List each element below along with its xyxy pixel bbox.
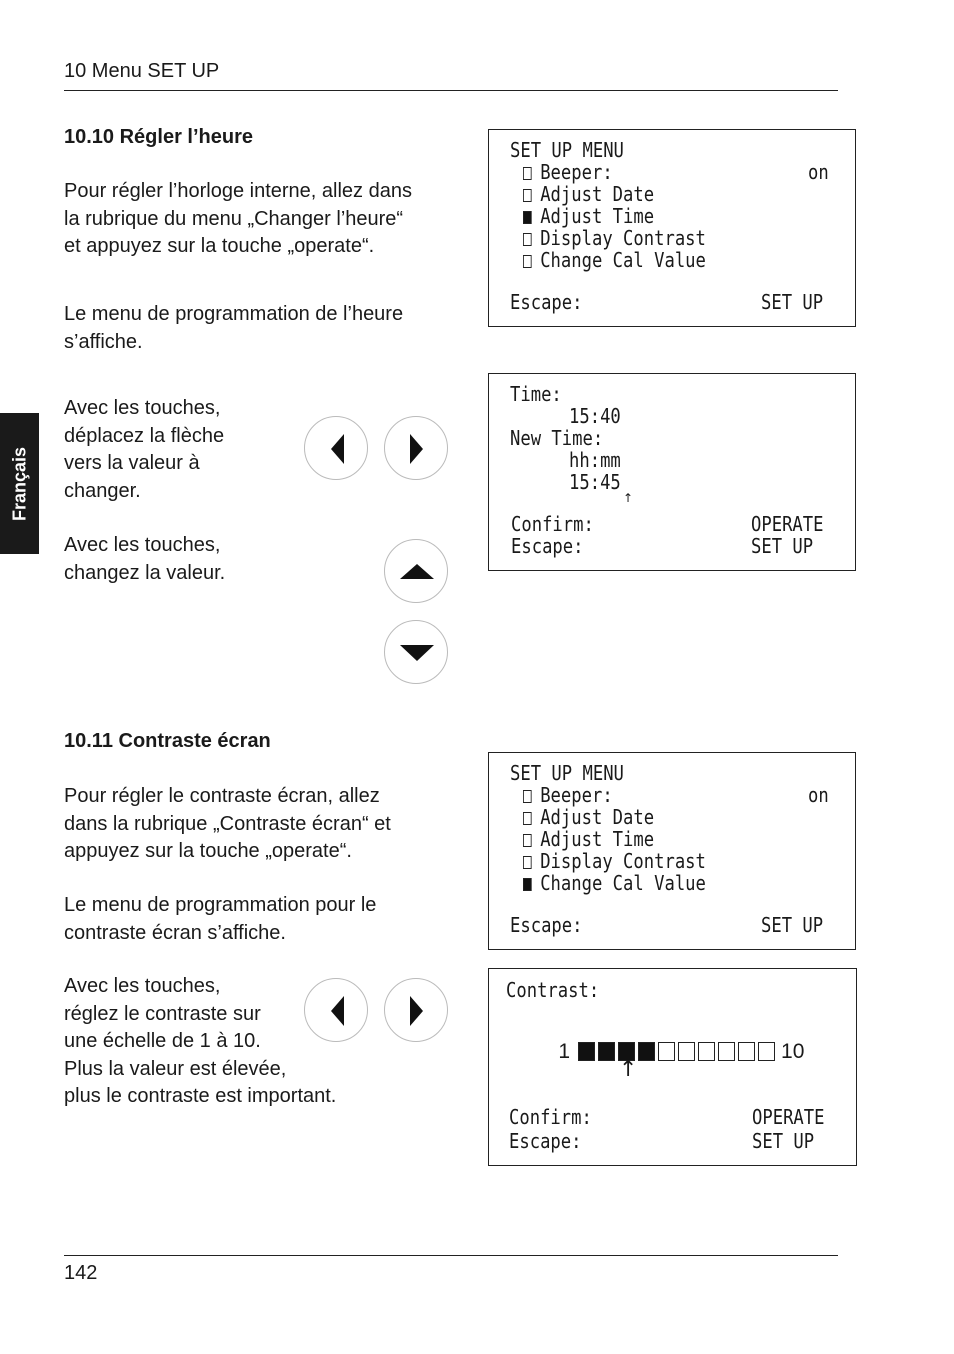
paragraph: [64, 301, 403, 356]
checkbox-filled-icon: [523, 211, 532, 224]
text-line: plus le contraste est important.: [64, 1085, 337, 1107]
confirm-label: Confirm:: [511, 512, 594, 536]
down-key-button[interactable]: [384, 620, 448, 684]
checkbox-icon: [523, 812, 532, 825]
text-line: et appuyez sur la touche „operate“.: [64, 235, 375, 257]
text-line: appuyez sur la touche „operate“.: [64, 840, 352, 862]
text-line: Avec les touches,: [64, 397, 221, 419]
footer-rule: [64, 1255, 838, 1256]
right-key-button[interactable]: [384, 416, 448, 480]
confirm-key: OPERATE: [751, 512, 824, 536]
new-time-label: New Time:: [510, 426, 604, 450]
text-line: la rubrique du menu „Changer l’heure“: [64, 207, 404, 230]
contrast-segment-empty: [658, 1042, 675, 1061]
menu-item-adjust-date: Adjust Date: [523, 806, 654, 828]
menu-item-display-contrast: Display Contrast: [523, 227, 706, 249]
text-line: changez la valeur.: [64, 561, 226, 584]
escape-label: Escape:: [510, 913, 583, 937]
text-line: réglez le contraste sur: [64, 1002, 261, 1025]
contrast-scale: [535, 1019, 804, 1085]
right-key-button[interactable]: [384, 978, 448, 1042]
text-line: Le menu de programmation de l’heure: [64, 303, 404, 325]
up-key-button[interactable]: [384, 539, 448, 603]
time-label: Time:: [510, 382, 562, 406]
lcd-title: SET UP MENU: [510, 138, 624, 162]
contrast-min: 1: [558, 1040, 571, 1063]
confirm-key: OPERATE: [752, 1105, 825, 1129]
contrast-label: Contrast:: [506, 978, 600, 1002]
running-header: 10 Menu SET UP: [64, 60, 220, 82]
arrow-right-key-icon: [385, 979, 449, 1043]
menu-item-adjust-date: Adjust Date: [523, 183, 654, 205]
checkbox-icon: [523, 856, 532, 869]
text-line: Pour régler le contraste écran, allez: [64, 785, 380, 807]
checkbox-icon: [523, 189, 532, 202]
contrast-max: 10: [781, 1040, 805, 1063]
paragraph: [64, 783, 391, 866]
language-tab: [0, 413, 39, 554]
arrow-left-key-icon: [305, 979, 369, 1043]
lcd-title: SET UP MENU: [510, 761, 624, 785]
cursor-arrow-icon: ↑: [623, 491, 634, 505]
text-line: Pour régler l’horloge interne, allez dans: [64, 180, 412, 202]
lcd-setup-menu-contrast: [488, 752, 856, 950]
checkbox-icon: [523, 834, 532, 847]
text-line: changer.: [64, 479, 141, 502]
contrast-segment-empty: [738, 1042, 755, 1061]
escape-key: SET UP: [761, 290, 824, 314]
paragraph: [64, 973, 336, 1111]
menu-item-beeper: Beeper:: [523, 161, 613, 183]
escape-key: SET UP: [751, 534, 814, 558]
lcd-setup-menu-time: [488, 129, 856, 327]
menu-item-beeper: Beeper:: [523, 784, 613, 806]
contrast-segment-empty: [758, 1042, 775, 1061]
contrast-segment-filled: [578, 1042, 595, 1061]
text-line: Plus la valeur est élevée,: [64, 1057, 287, 1080]
menu-item-change-cal-value: Change Cal Value: [523, 249, 706, 271]
menu-item-display-contrast: Display Contrast: [523, 850, 706, 872]
beeper-value: on: [808, 783, 829, 807]
contrast-segment-empty: [698, 1042, 715, 1061]
contrast-segment-filled: [598, 1042, 615, 1061]
arrow-down-key-icon: [385, 621, 449, 685]
escape-label: Escape:: [510, 290, 583, 314]
checkbox-icon: [523, 790, 532, 803]
lcd-contrast-screen: [488, 968, 857, 1166]
escape-label: Escape:: [511, 534, 584, 558]
left-key-button[interactable]: [304, 416, 368, 480]
contrast-segment-filled: [638, 1042, 655, 1061]
confirm-label: Confirm:: [509, 1105, 592, 1129]
text-line: contraste écran s’affiche.: [64, 921, 286, 944]
arrow-up-key-icon: [385, 540, 449, 604]
arrow-right-key-icon: [385, 417, 449, 481]
paragraph: [64, 532, 225, 587]
beeper-value: on: [808, 160, 829, 184]
contrast-bar[interactable]: [578, 1040, 778, 1063]
checkbox-icon: [523, 167, 532, 180]
text-line: vers la valeur à: [64, 452, 200, 474]
text-line: Avec les touches,: [64, 534, 221, 556]
menu-item-adjust-time: Adjust Time: [523, 828, 654, 850]
checkbox-filled-icon: [523, 878, 532, 891]
escape-key: SET UP: [752, 1129, 815, 1153]
left-key-button[interactable]: [304, 978, 368, 1042]
escape-key: SET UP: [761, 913, 824, 937]
time-format: hh:mm: [569, 448, 621, 472]
lcd-time-screen: [488, 373, 856, 571]
paragraph: [64, 892, 376, 947]
menu-item-adjust-time: Adjust Time: [523, 205, 654, 227]
text-line: Avec les touches,: [64, 975, 221, 997]
page-number: 142: [64, 1262, 98, 1284]
section-heading-10-11: 10.11 Contraste écran: [64, 730, 271, 752]
escape-label: Escape:: [509, 1129, 582, 1153]
new-time-value: 15:45: [569, 470, 621, 494]
contrast-segment-empty: [718, 1042, 735, 1061]
text-line: s’affiche.: [64, 330, 143, 353]
cursor-arrow-icon: ↑: [619, 1057, 638, 1082]
section-heading-10-10: 10.10 Régler l’heure: [64, 126, 253, 148]
checkbox-icon: [523, 255, 532, 268]
paragraph: [64, 178, 412, 261]
text-line: dans la rubrique „Contraste écran“ et: [64, 812, 391, 835]
checkbox-icon: [523, 233, 532, 246]
paragraph: [64, 395, 224, 505]
contrast-segment-empty: [678, 1042, 695, 1061]
time-value: 15:40: [569, 404, 621, 428]
text-line: une échelle de 1 à 10.: [64, 1030, 261, 1052]
header-rule: [64, 90, 838, 91]
text-line: déplacez la flèche: [64, 424, 225, 447]
text-line: Le menu de programmation pour le: [64, 894, 377, 916]
arrow-left-key-icon: [305, 417, 369, 481]
menu-item-change-cal-value: Change Cal Value: [523, 872, 706, 894]
language-tab-label: Français: [9, 446, 29, 521]
